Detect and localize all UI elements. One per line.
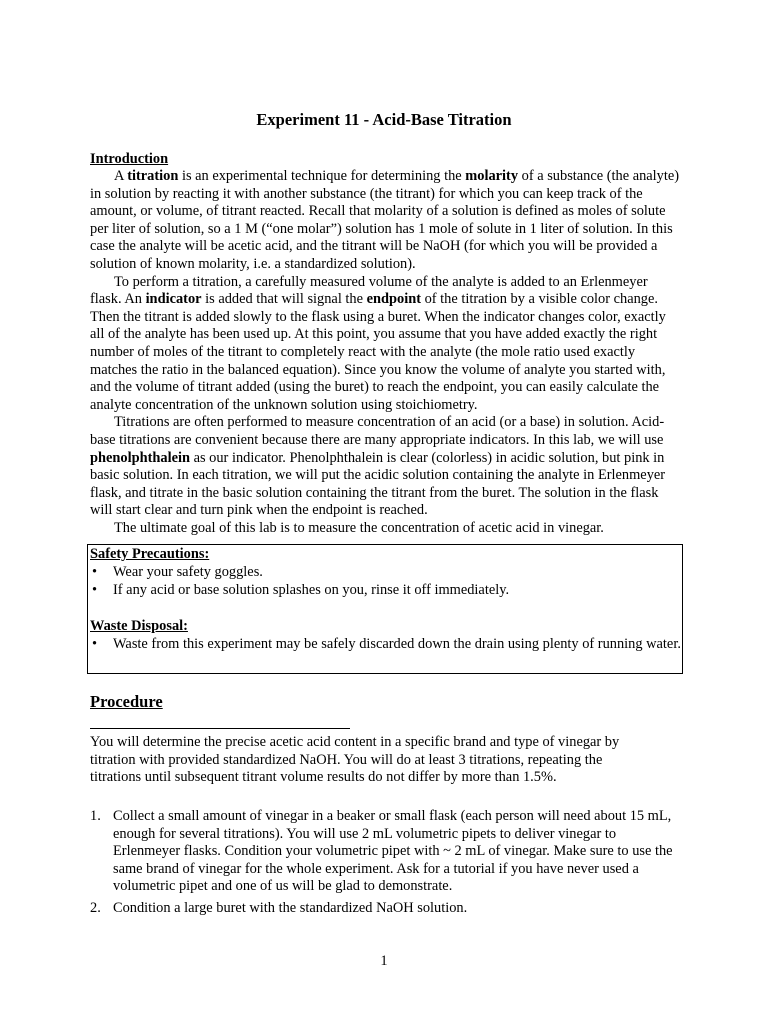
term-endpoint: endpoint: [366, 291, 421, 308]
procedure-steps: [90, 808, 680, 922]
list-item: [90, 635, 682, 653]
text-run: To perform a titration, a carefully measured volume of the analyte is added to an Erlenmeyer flask. An: [90, 273, 648, 308]
text-run: Titrations are often performed to measure concentration of an acid (or a base) in solution. Acid-base titrations are convenient because there are many appropriate indicators. In this lab, we will use: [90, 414, 665, 448]
list-item-text: If any acid or base solution splashes on you, rinse it off immediately.: [113, 582, 510, 598]
term-phenolphthalein: phenolphthalein: [90, 449, 190, 466]
step-number: 1.: [90, 808, 101, 824]
procedure-step: [90, 808, 680, 896]
text-run: is added that will signal the: [201, 291, 367, 308]
intro-paragraph-2: [90, 274, 682, 415]
step-number: 2.: [90, 899, 101, 916]
bullet-icon: •: [92, 582, 98, 598]
text-run: as our indicator. Phenolphthalein is clear (colorless) in acidic solution, but pink in basic solution. In each titration, we will put the acidic solution containing the analyte in Erlenmeyer flask, and titrate in the basic solution containing the titrant from the buret. The solution in the flask will start clear and turn pink when the endpoint is reached.: [90, 449, 666, 519]
term-molarity: molarity: [465, 168, 519, 184]
list-item-text: Waste from this experiment may be safely discarded down the drain using plenty of running water.: [113, 636, 681, 652]
intro-paragraph-4: The ultimate goal of this lab is to measure the concentration of acetic acid in vinegar.: [114, 519, 604, 536]
list-item: [90, 563, 682, 581]
safety-heading: Safety Precautions:: [90, 546, 210, 562]
procedure-rule: [90, 728, 350, 729]
procedure-intro: You will determine the precise acetic acid content in a specific brand and type of vinegar by titration with provided standardized NaOH. You will do at least 3 titrations, repeating the titrations until subsequent titrant volume results do not differ by more than 1.5%.: [90, 734, 620, 786]
waste-list: [90, 635, 682, 653]
procedure-heading: Procedure: [90, 692, 163, 711]
text-run: of a substance (the analyte) in solution by reacting it with another substance (the titrant) for which you can keep track of the amount, or volume, of titrant reacted. Recall that molarity of a solution is defined as moles of solute per liter of solution, so a 1 M (“one molar”) solution has 1 mole of solute in 1 liter of solution. In this case the analyte will be acetic acid, and the titrant will be NaOH (for which you will be provided a solution of known molarity, i.e. a standardized solution).: [90, 168, 680, 272]
text-run: is an experimental technique for determining the: [178, 168, 466, 184]
term-indicator: indicator: [145, 291, 202, 308]
safety-list: [90, 563, 682, 599]
waste-heading: Waste Disposal:: [90, 618, 188, 634]
safety-waste-box: [87, 544, 683, 674]
intro-paragraph-3: [90, 414, 682, 520]
introduction-section: [90, 150, 682, 537]
list-item: [90, 581, 682, 599]
bullet-icon: •: [92, 564, 98, 580]
procedure-step: [90, 900, 680, 918]
page-number: 1: [380, 953, 388, 969]
text-run: of the titration by a visible color change. Then the titrant is added slowly to the flask using a buret. When the indicator changes color, exactly all of the analyte has been used up. At this point, you assume that you have added exactly the right number of moles of the titrant to completely react with the analyte (the mole ratio used exactly matches the ratio in the balanced equation). Since you know the volume of analyte you started with, and the volume of titrant added (using the buret) to reach the endpoint, you can easily calculate the analyte concentration of the unknown solution using stoichiometry.: [90, 291, 666, 413]
introduction-heading: Introduction: [90, 151, 169, 167]
step-text: Condition a large buret with the standardized NaOH solution.: [113, 899, 468, 916]
intro-paragraph-1: [90, 168, 682, 274]
step-text: Collect a small amount of vinegar in a beaker or small flask (each person will need about 15 mL, enough for several titrations). You will use 2 mL volumetric pipets to deliver vinegar to Erlenmeyer flasks. Condition your volumetric pipet with ~ 2 mL of vinegar. Make sure to use the same brand of vinegar for the whole experiment. Ask for a tutorial if you have never used a volumetric pipet and one of us will be glad to demonstrate.: [113, 808, 673, 895]
term-titration: titration: [127, 168, 179, 184]
bullet-icon: •: [92, 636, 98, 652]
list-item-text: Wear your safety goggles.: [113, 564, 263, 580]
document-title: Experiment 11 - Acid-Base Titration: [256, 110, 512, 129]
text-run: A: [114, 168, 128, 184]
spacer: [90, 599, 682, 617]
